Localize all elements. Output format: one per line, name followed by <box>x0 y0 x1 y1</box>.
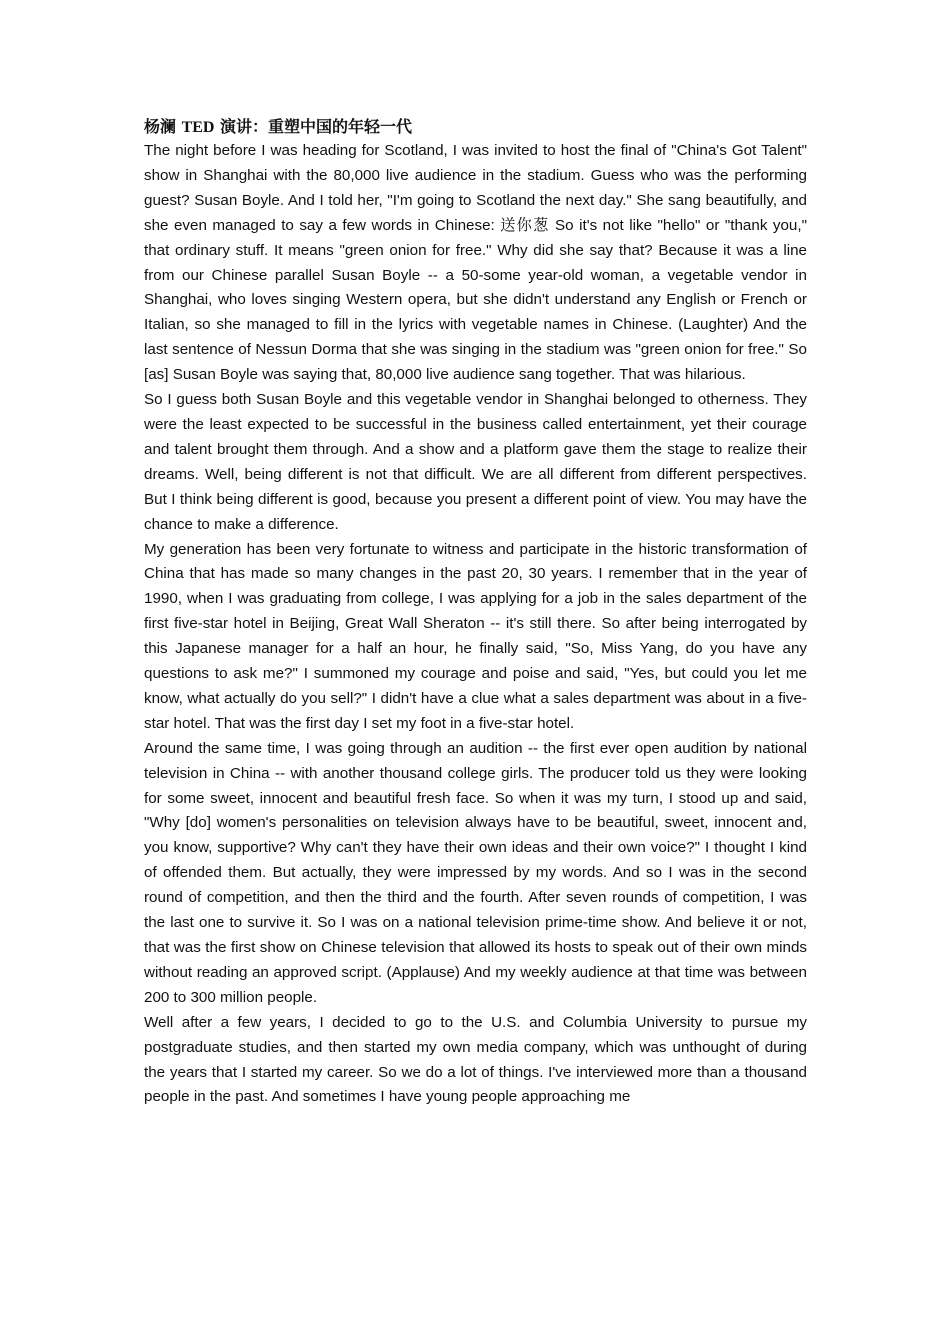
paragraph-1: The night before I was heading for Scotland, I was invited to host the final of "China's Got Talent" show in Shanghai with the 80,000 live audience in the stadium. Guess who was the performing guest? Susan Boyle. And I told her, "I'm going to Scotland the next day." She sang beautifully, and she even managed to say a few words in Chinese: 送你葱 So it's not like "hello" or "thank you," that ordinary stuff. It means "green onion for free." Why did she say that? Because it was a line from our Chinese parallel Susan Boyle -- a 50-some year-old woman, a vegetable vendor in Shanghai, who loves singing Western opera, but she didn't understand any English or French or Italian, so she managed to fill in the lyrics with vegetable names in Chinese. (Laughter) And the last sentence of Nessun Dorma that she was singing in the stadium was "green onion for free." So [as] Susan Boyle was saying that, 80,000 live audience sang together. That was hilarious. <box>144 142 807 384</box>
paragraph-5: Well after a few years, I decided to go to the U.S. and Columbia University to pursue my postgraduate studies, and then started my own media company, which was unthought of during the years that I started my career. So we do a lot of things. I've interviewed more than a thousand people in the past. And sometimes I have young people approaching me <box>144 1013 807 1106</box>
document-page <box>144 114 807 1110</box>
paragraph-2: So I guess both Susan Boyle and this vegetable vendor in Shanghai belonged to otherness. They were the least expected to be successful in the business called entertainment, yet their courage and talent brought them through. And a show and a platform gave them the stage to realize their dreams. Well, being different is not that difficult. We are all different from different perspectives. But I think being different is good, because you present a different point of view. You may have the chance to make a difference. <box>144 391 807 533</box>
title-prefix: 杨澜 <box>144 117 182 136</box>
document-title <box>144 114 807 139</box>
paragraph-4: Around the same time, I was going through an audition -- the first ever open audition by national television in China -- with another thousand college girls. The producer told us they were looking for some sweet, innocent and beautiful fresh face. So when it was my turn, I stood up and said, "Why [do] women's personalities on television always have to be beautiful, sweet, innocent and, you know, supportive? Why can't they have their own ideas and their own voice?" I thought I kind of offended them. But actually, they were impressed by my words. And so I was in the second round of competition, and then the third and the fourth. After seven rounds of competition, I was the last one to survive it. So I was on a national television prime-time show. And believe it or not, that was the first show on Chinese television that allowed its hosts to speak out of their own minds without reading an approved script. (Applause) And my weekly audience at that time was between 200 to 300 million people. <box>144 739 807 1006</box>
paragraph-3: My generation has been very fortunate to witness and participate in the historic transformation of China that has made so many changes in the past 20, 30 years. I remember that in the year of 1990, when I was graduating from college, I was applying for a job in the sales department of the first five-star hotel in Beijing, Great Wall Sheraton -- it's still there. So after being interrogated by this Japanese manager for a half an hour, he finally said, "So, Miss Yang, do you have any questions to ask me?" I summoned my courage and poise and said, "Yes, but could you let me know, what actually do you sell?" I didn't have a clue what a sales department was about in a five-star hotel. That was the first day I set my foot in a five-star hotel. <box>144 540 807 732</box>
title-suffix: 演讲：重塑中国的年轻一代 <box>214 117 413 136</box>
title-ted: TED <box>181 119 215 136</box>
